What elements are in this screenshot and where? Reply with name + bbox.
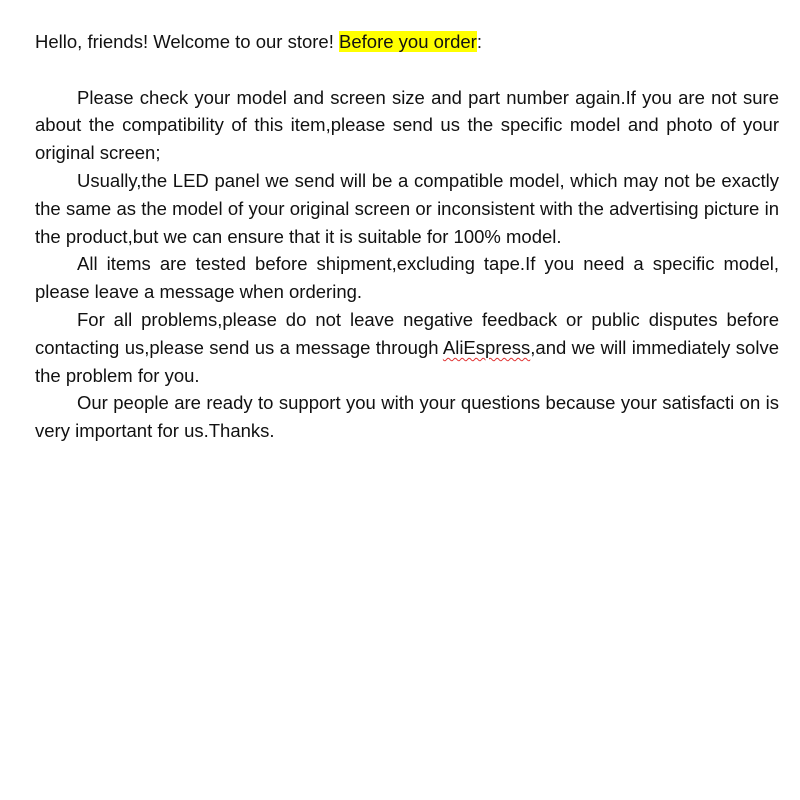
paragraph-testing: All items are tested before shipment,excluding tape.If you need a specific model, please leave a message when ordering. [35,253,779,303]
misspelled-word: AliEspress [442,336,531,358]
problems-text-after: ,and we will immediately solve the problem for you. [35,336,779,386]
problems-text-before: For all problems,please do not leave negative feedback or public disputes before contacting us,please send us a message through [35,308,779,358]
greeting-suffix: : [476,31,482,52]
greeting-prefix: Hello, friends! Welcome to our store! [35,31,340,52]
before-you-order-highlight: Before you order [339,31,477,52]
document-body [35,28,779,445]
paragraph-compatibility: Please check your model and screen size and part number again.If you are not sure about the compatibility of this item,please send us the specific model and photo of your original screen; [35,86,779,164]
paragraph-problems [35,306,779,389]
paragraph-led-panel: Usually,the LED panel we send will be a compatible model, which may not be exactly the same as the model of your original screen or inconsistent with the advertising picture in the product,but we can ensure that it is suitable for 100% model. [35,169,779,247]
greeting-line [35,28,779,56]
blank-line [35,56,779,84]
paragraph-support: Our people are ready to support you with your questions because your satisfacti on is very important for us.Thanks. [35,392,779,442]
